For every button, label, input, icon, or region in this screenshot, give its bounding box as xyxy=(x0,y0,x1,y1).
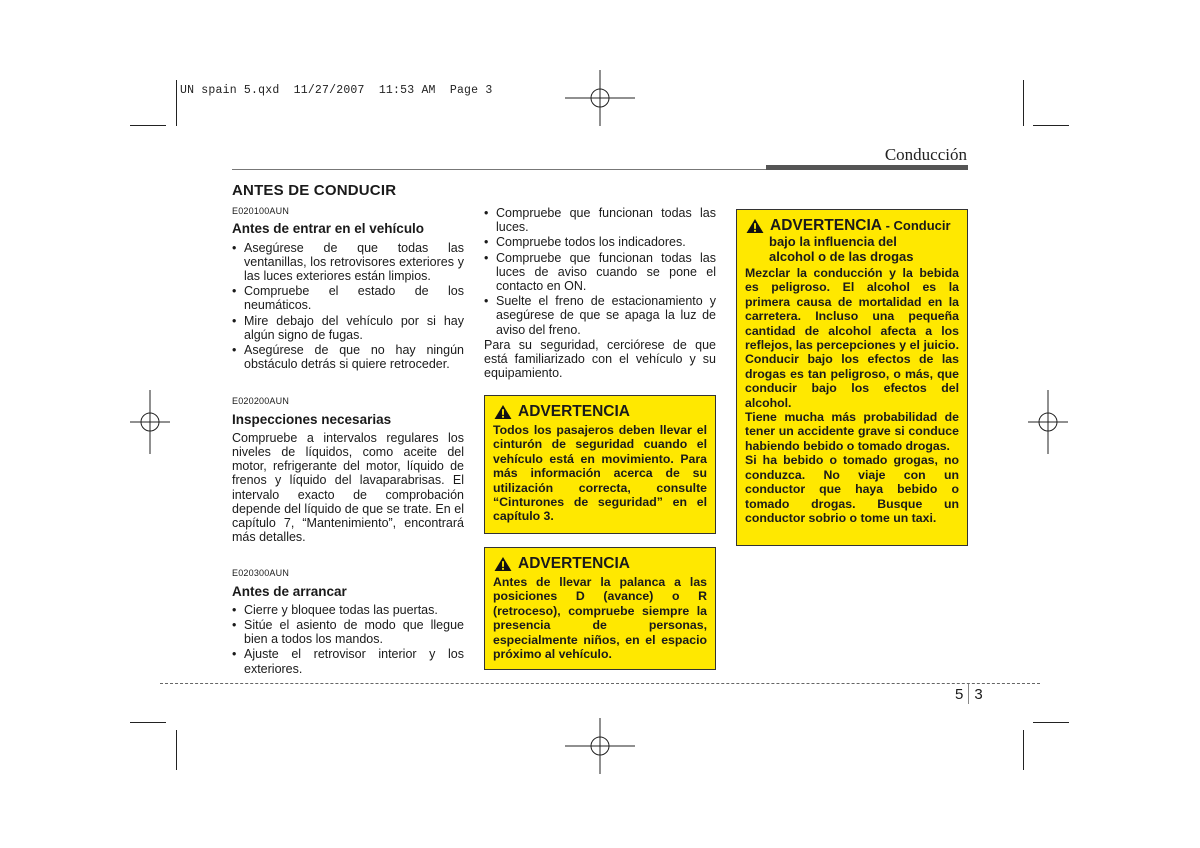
list-item: • Asegúrese de que no hay ningún obstáculo detrás si quiere retroceder. xyxy=(232,343,464,371)
list-item: • Ajuste el retrovisor interior y los exteriores. xyxy=(232,647,464,675)
warning-paragraph: Tiene mucha más probabilidad de tener un accidente grave si conduce habiendo bebido o tomado drogas. xyxy=(745,410,959,453)
list-item: • Asegúrese de que todas las ventanillas, los retrovisores exteriores y las luces exteriores están limpios. xyxy=(232,241,464,284)
bullet-list xyxy=(232,241,464,372)
bullet-list xyxy=(484,206,716,337)
list-item: • Compruebe que funcionan todas las luces de aviso cuando se pone el contacto en ON. xyxy=(484,251,716,294)
registration-mark-bottom xyxy=(565,718,635,774)
warning-triangle-icon xyxy=(745,218,765,234)
warning-title: ADVERTENCIA xyxy=(770,217,882,234)
warning-subtitle xyxy=(745,234,959,264)
page-number xyxy=(955,684,983,704)
list-item: • Compruebe que funcionan todas las luces. xyxy=(484,206,716,234)
warning-subtitle-line: alcohol o de las drogas xyxy=(769,249,914,264)
paragraph: Compruebe a intervalos regulares los niveles de líquidos, como aceite del motor, refrigerante del motor, líquido de frenos y líquido del lavaparabrisas. El intervalo exacto de comprobación depende del líquido de que se trate. En el capítulo 7, “Mantenimiento”, encontrará más detalles. xyxy=(232,430,464,545)
column-middle xyxy=(484,206,716,380)
section-code: E020100AUN xyxy=(232,206,290,217)
list-item: • Cierre y bloquee todas las puertas. xyxy=(232,603,464,617)
warning-title: ADVERTENCIA xyxy=(518,555,630,572)
warning-triangle-icon xyxy=(493,556,513,572)
warning-paragraph: Si ha bebido o tomado grogas, no conduzca. No viaje con un conductor que haya bebido o tomado drogas. Busque un conductor sobrio o tome un taxi. xyxy=(745,453,959,525)
list-item: • Suelte el freno de estacionamiento y asegúrese de que se apaga la luz de aviso del freno. xyxy=(484,294,716,337)
list-item: • Compruebe todos los indicadores. xyxy=(484,235,716,249)
list-item: • Compruebe el estado de los neumáticos. xyxy=(232,284,464,312)
section-title: Conducción xyxy=(884,145,967,164)
warning-paragraph: Mezclar la conducción y la bebida es peligroso. El alcohol es la primera causa de mortalidad en la carretera. Incluso una pequeña cantidad de alcohol afecta a los reflejos, las percepciones y el juicio. Conducir bajo los efectos de las drogas es tan peligroso, o más, que conducir bajo los efectos del alcohol. xyxy=(745,266,959,410)
section-heading: Antes de arrancar xyxy=(232,583,347,599)
list-item: • Mire debajo del vehículo por si hay algún signo de fugas. xyxy=(232,314,464,342)
registration-mark-top xyxy=(565,70,635,126)
warning-title: ADVERTENCIA xyxy=(518,403,630,420)
page-heading: ANTES DE CONDUCIR xyxy=(232,182,397,199)
footer-rule xyxy=(160,683,1040,684)
registration-mark-left xyxy=(130,390,170,454)
warning-text: Todos los pasajeros deben llevar el cinturón de seguridad cuando el vehículo está en movimiento. Para más información acerca de su utilización correcta, consulte “Cinturones de seguridad” en el capítulo 3. xyxy=(493,423,707,524)
section-heading: Inspecciones necesarias xyxy=(232,411,392,427)
warning-triangle-icon xyxy=(493,404,513,420)
chapter-number: 5 xyxy=(955,685,964,703)
paragraph: Para su seguridad, cerciórese de que está familiarizado con el vehículo y su equipamiento. xyxy=(484,337,716,381)
warning-text: Antes de llevar la palanca a las posiciones D (avance) o R (retroceso), compruebe siempre la presencia de personas, especialmente niños, en el espacio próximo al vehículo. xyxy=(493,575,707,662)
column-left xyxy=(232,184,464,677)
warning-box-alcohol xyxy=(736,209,968,546)
header-rule-accent xyxy=(766,165,968,170)
page-index: 3 xyxy=(974,685,983,703)
section-heading: Antes de entrar en el vehículo xyxy=(232,221,425,237)
section-code: E020300AUN xyxy=(232,568,290,579)
bullet-list xyxy=(232,603,464,676)
warning-box-seatbelt xyxy=(484,395,716,534)
list-item: • Sitúe el asiento de modo que llegue bien a todos los mandos. xyxy=(232,618,464,646)
warning-title-suffix: - Conducir xyxy=(881,218,951,233)
warning-box-gear xyxy=(484,547,716,670)
warning-text xyxy=(745,266,959,525)
warning-subtitle-line: bajo la influencia del xyxy=(769,234,897,249)
printer-slug: UN spain 5.qxd 11/27/2007 11:53 AM Page 3 xyxy=(180,84,493,97)
section-code: E020200AUN xyxy=(232,396,290,407)
registration-mark-right xyxy=(1028,390,1068,454)
